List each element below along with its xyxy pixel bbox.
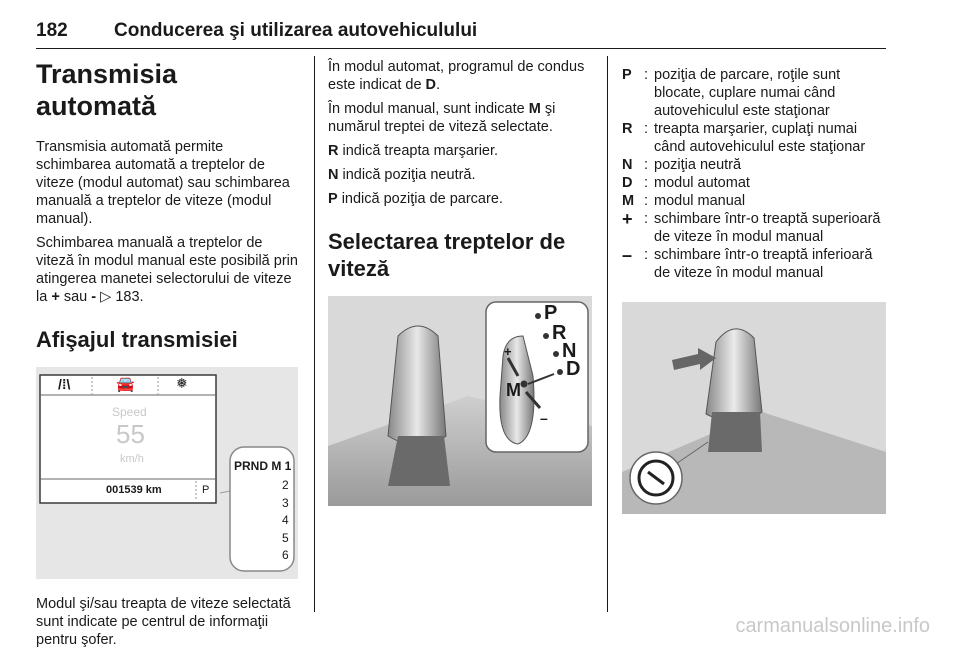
paragraph: P indică poziţia de parcare. — [328, 191, 503, 207]
page-number: 182 — [36, 20, 68, 41]
gear-number-list — [282, 477, 289, 565]
definition-desc: modul manual — [654, 193, 746, 209]
definition-desc: treapta marşarier, cuplaţi numai când autovehiculul este staţionar — [654, 121, 866, 155]
gear-number: 2 — [282, 478, 289, 492]
page-title: Conducerea şi utilizarea autovehiculului — [114, 20, 478, 41]
definition-desc: schimbare într-o treaptă superioară de viteze în modul manual — [654, 211, 881, 245]
definition-term: + — [622, 209, 633, 229]
odometer: 001539 km — [106, 484, 162, 496]
page-ref-icon: ▷ — [100, 289, 112, 305]
column-divider — [314, 56, 315, 612]
definition-term: N — [622, 157, 633, 173]
speed-value: 55 — [116, 419, 145, 449]
definition-item: N : poziţia neutră — [622, 156, 886, 174]
gear-letters: PRND M 1 — [234, 459, 292, 473]
paragraph: Schimbarea manuală a treptelor de viteză în modul manual este posibilă prin atingerea manetei selectorului de viteze la + sau - ▷ 183. — [36, 235, 298, 305]
definition-desc: schimbare într-o treaptă inferioară de viteze în modul manual — [654, 247, 873, 281]
column-right — [622, 66, 886, 514]
definition-term: D — [622, 175, 633, 191]
definition-item: M : modul manual — [622, 192, 886, 210]
gear-number: 4 — [282, 513, 289, 527]
column-divider — [607, 56, 608, 612]
transmission-display-figure — [36, 367, 298, 579]
definition-desc: modul automat — [654, 175, 750, 191]
gear-label-n: N — [562, 340, 577, 362]
gear-definitions-list — [622, 66, 886, 282]
subsection-heading: Selectarea treptelor de viteză — [328, 229, 566, 281]
road-icon: /⁞\ — [58, 376, 71, 392]
speed-label: Speed — [112, 405, 147, 419]
car-icon: 🚘 — [116, 376, 135, 393]
gear-label-m: M — [506, 380, 521, 400]
paragraph: Transmisia automată permite schimbarea automată a treptelor de viteze (modul automat) sau schimbarea manuală a treptelor de viteze (modul manual). — [36, 139, 290, 227]
eco-leaf-icon: ❅ — [176, 375, 188, 391]
speed-unit: km/h — [120, 453, 144, 465]
plus-icon: + — [504, 344, 512, 359]
gear-number: 5 — [282, 530, 289, 545]
gear-selector-figure — [328, 296, 592, 506]
definition-term: R — [622, 121, 633, 137]
gear-number: 3 — [282, 495, 289, 510]
definition-item: + : schimbare într-o treaptă superioară de viteze în modul manual — [622, 210, 886, 246]
minus-icon: – — [540, 410, 548, 426]
definition-item: P : poziţia de parcare, roţile sunt blocate, cuplare numai când autovehiculul este staţionar — [622, 66, 886, 120]
column-middle — [328, 58, 594, 506]
definition-item: R : treapta marşarier, cuplaţi numai când autovehiculul este staţionar — [622, 120, 886, 156]
column-left — [36, 58, 302, 655]
figure-caption: Modul şi/sau treapta de viteze selectată sunt indicate pe centrul de informaţii pentru şofer. — [36, 596, 291, 648]
gear-label-d: D — [566, 358, 581, 380]
definition-term: P — [622, 67, 632, 83]
paragraph: În modul manual, sunt indicate M şi numărul treptei de viteză selectate. — [328, 101, 556, 135]
definition-desc: poziţia de parcare, roţile sunt blocate, cuplare numai când autovehiculul este staţionar — [654, 67, 841, 119]
paragraph: R indică treapta marşarier. — [328, 143, 499, 159]
gear-label-r: R — [552, 322, 567, 344]
definition-term: – — [622, 245, 633, 265]
watermark: carmanualsonline.info — [735, 615, 930, 637]
definition-desc: poziţia neutră — [654, 157, 742, 173]
gear-number: 6 — [282, 548, 289, 562]
page-header — [36, 12, 886, 49]
definition-item: D : modul automat — [622, 174, 886, 192]
subsection-heading: Afişajul transmisiei — [36, 327, 238, 352]
definition-item: – : schimbare într-o treaptă inferioară de viteze în modul manual — [622, 246, 886, 282]
gear-indicator-small: P — [202, 484, 210, 496]
gear-label-p: P — [544, 302, 558, 324]
definition-term: M — [622, 193, 635, 209]
page-ref-link[interactable]: 183. — [115, 289, 144, 305]
shift-lock-figure — [622, 302, 886, 514]
section-heading: Transmisia automată — [36, 59, 178, 121]
paragraph: N indică poziţia neutră. — [328, 167, 476, 183]
paragraph: În modul automat, programul de condus este indicat de D. — [328, 59, 585, 93]
